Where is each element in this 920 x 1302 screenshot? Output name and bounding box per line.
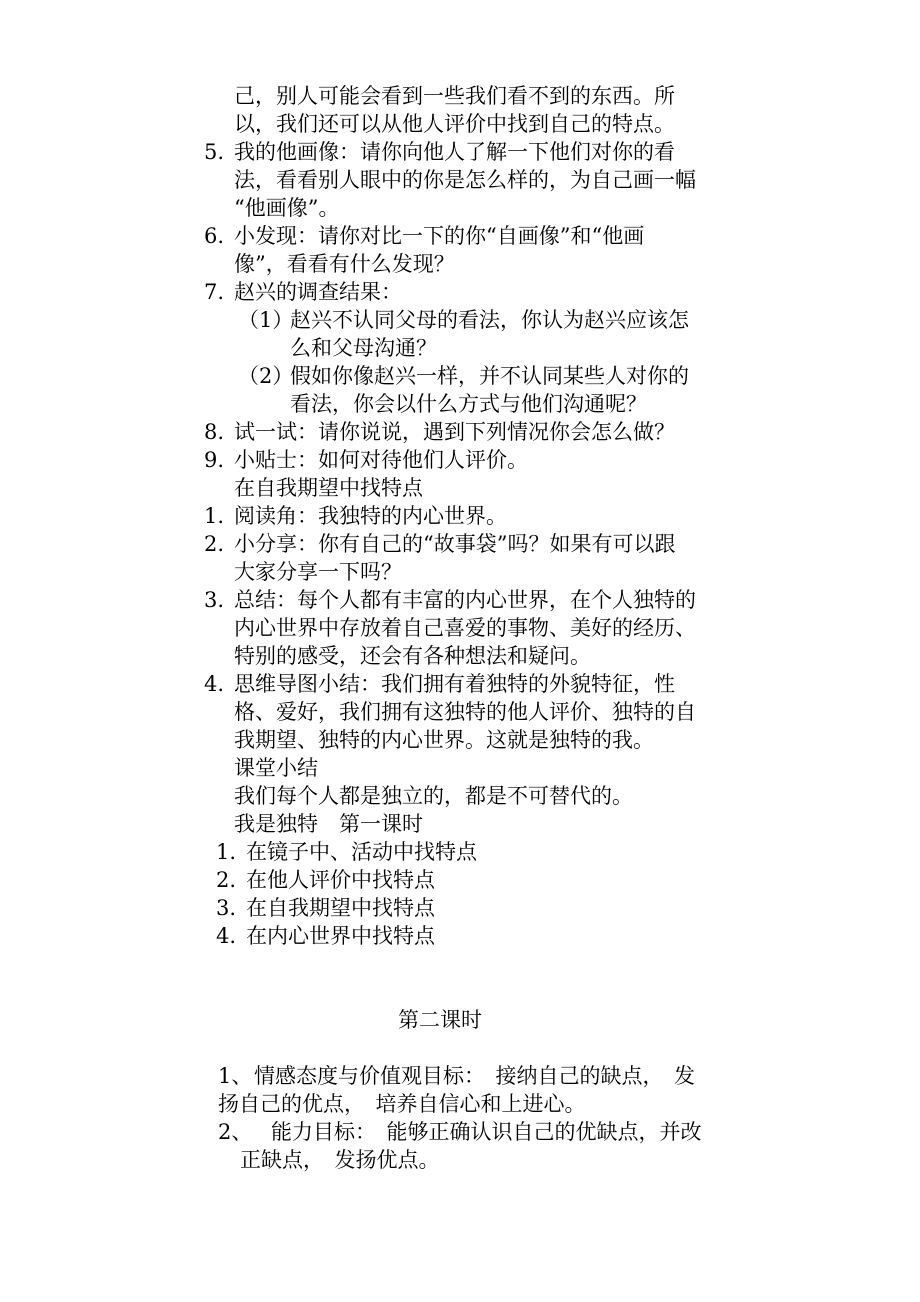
list-item-text: 格、爱好，我们拥有这独特的他人评价、独特的自 <box>234 700 696 724</box>
summary-text: 我们每个人都是独立的，都是不可替代的。 <box>234 784 633 808</box>
goal-number: 1、 <box>218 1064 253 1088</box>
lesson-title: 我是独特 第一课时 <box>234 812 423 836</box>
list-item-text: “他画像”。 <box>234 196 340 220</box>
list-number: 9. <box>204 448 225 472</box>
list-item-text: 我的他画像：请你向他人了解一下他们对你的看 <box>234 140 675 164</box>
list-number: 8. <box>204 420 225 444</box>
list-item-text: 法，看看别人眼中的你是怎么样的，为自己画一幅 <box>234 168 696 192</box>
list-item-text: 赵兴的调查结果： <box>234 280 402 304</box>
list-item-text: 阅读角：我独特的内心世界。 <box>234 504 507 528</box>
goal-text: 扬自己的优点， 培养自信心和上进心。 <box>218 1092 586 1116</box>
outline-number: 3. <box>216 896 237 920</box>
list-item-text: 总结：每个人都有丰富的内心世界，在个人独特的 <box>234 588 696 612</box>
list-number: 1. <box>204 504 225 528</box>
list-item-text: 内心世界中存放着自己喜爱的事物、美好的经历、 <box>234 616 696 640</box>
sub-list-text: 假如你像赵兴一样，并不认同某些人对你的 <box>290 364 689 388</box>
list-number: 3. <box>204 588 225 612</box>
sub-list-text: 看法，你会以什么方式与他们沟通呢？ <box>290 392 647 416</box>
outline-number: 1. <box>216 840 237 864</box>
list-number: 2. <box>204 532 225 556</box>
list-item-text: 试一试：请你说说，遇到下列情况你会怎么做？ <box>234 420 675 444</box>
text-line: 以，我们还可以从他人评价中找到自己的特点。 <box>234 112 675 136</box>
sub-list-number: （2） <box>238 364 294 388</box>
lesson-2-title: 第二课时 <box>398 1008 482 1032</box>
outline-text: 在镜子中、活动中找特点 <box>246 840 477 864</box>
list-number: 4. <box>204 672 225 696</box>
outline-text: 在自我期望中找特点 <box>246 896 435 920</box>
list-item-text: 小分享：你有自己的“故事袋”吗？如果有可以跟 <box>234 532 676 556</box>
section-heading: 在自我期望中找特点 <box>234 476 423 500</box>
list-number: 7. <box>204 280 225 304</box>
list-number: 5. <box>204 140 225 164</box>
list-item-text: 我期望、独特的内心世界。这就是独特的我。 <box>234 728 654 752</box>
outline-text: 在内心世界中找特点 <box>246 924 435 948</box>
list-item-text: 大家分享一下吗？ <box>234 560 402 584</box>
goal-text: 情感态度与价值观目标： 接纳自己的缺点， 发 <box>254 1064 695 1088</box>
sub-list-text: 赵兴不认同父母的看法，你认为赵兴应该怎 <box>290 308 689 332</box>
list-item-text: 小贴士：如何对待他们人评价。 <box>234 448 528 472</box>
outline-text: 在他人评价中找特点 <box>246 868 435 892</box>
sub-list-text: 么和父母沟通？ <box>290 336 437 360</box>
list-item-text: 像”，看看有什么发现？ <box>234 252 455 276</box>
goal-number: 2、 <box>218 1120 253 1144</box>
outline-number: 2. <box>216 868 237 892</box>
goal-text: 正缺点， 发扬优点。 <box>240 1148 440 1172</box>
text-line: 己，别人可能会看到一些我们看不到的东西。所 <box>234 84 675 108</box>
list-item-text: 小发现：请你对比一下的你“自画像”和“他画 <box>234 224 645 248</box>
list-item-text: 思维导图小结：我们拥有着独特的外貌特征，性 <box>234 672 675 696</box>
list-number: 6. <box>204 224 225 248</box>
outline-number: 4. <box>216 924 237 948</box>
sub-list-number: （1） <box>238 308 294 332</box>
goal-text: 能力目标： 能够正确认识自己的优缺点，并改 <box>250 1120 702 1144</box>
list-item-text: 特别的感受，还会有各种想法和疑问。 <box>234 644 591 668</box>
summary-heading: 课堂小结 <box>234 756 318 780</box>
